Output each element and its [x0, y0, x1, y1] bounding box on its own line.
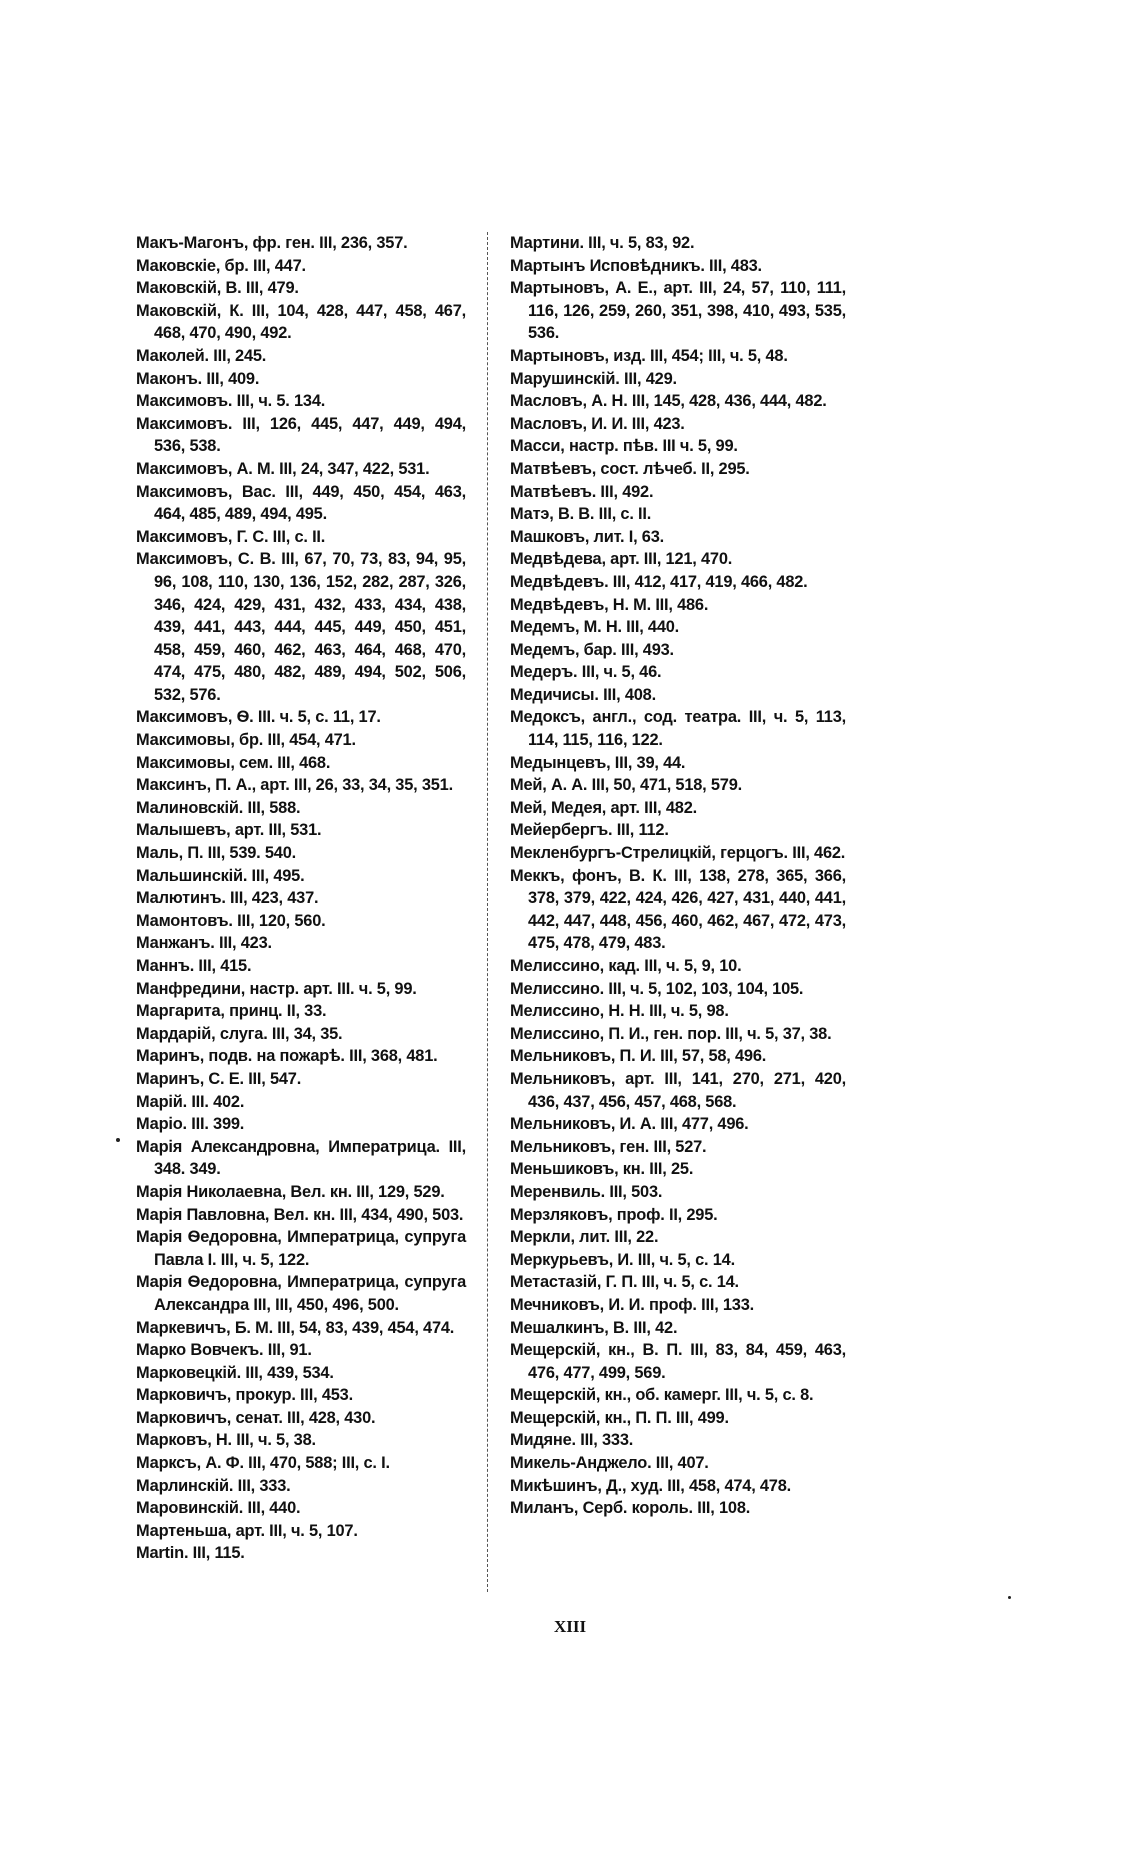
index-entry: Марко Вовчекъ. III, 91.	[136, 1341, 312, 1360]
index-entry: Марковъ, Н. III, ч. 5, 38.	[136, 1431, 316, 1450]
print-speck	[116, 1138, 120, 1142]
index-entry: Масловъ, И. И. III, 423.	[510, 414, 685, 433]
index-entry: Максимовы, бр. III, 454, 471.	[136, 731, 356, 750]
index-entry: Мидяне. III, 333.	[510, 1431, 634, 1450]
index-entry: Мельниковъ, арт. III, 141, 270, 271, 420, 436, 437, 456, 457, 468, 568.	[510, 1069, 846, 1111]
index-entry: Миланъ, Серб. король. III, 108.	[510, 1499, 751, 1518]
index-entry: Маринъ, С. Е. III, 547.	[136, 1069, 302, 1088]
index-entry: Маріо. III. 399.	[136, 1115, 245, 1134]
index-entry: Мей, Медея, арт. III, 482.	[510, 798, 697, 817]
index-entry: Машковъ, лит. I, 63.	[510, 527, 664, 546]
index-entry: Максимовъ, Г. С. III, с. II.	[136, 527, 326, 546]
index-entry: Максимовъ. III, 126, 445, 447, 449, 494, 536, 538.	[136, 414, 466, 456]
index-entry: Мартыновъ, изд. III, 454; III, ч. 5, 48.	[510, 346, 788, 365]
index-entry: Мещерскій, кн., П. П. III, 499.	[510, 1408, 729, 1427]
index-entry: Маль, П. III, 539. 540.	[136, 844, 296, 863]
index-entry: Мелиссино, Н. Н. III, ч. 5, 98.	[510, 1002, 729, 1021]
index-entry: Мартыновъ, А. Е., арт. III, 24, 57, 110, 111, 116, 126, 259, 260, 351, 398, 410, 493, 535, 536.	[510, 279, 846, 343]
index-entry: Маконъ. III, 409.	[136, 369, 260, 388]
index-entry: Марушинскій. III, 429.	[510, 369, 677, 388]
index-entry: Марксъ, А. Ф. III, 470, 588; III, с. I.	[136, 1454, 390, 1473]
index-entry: Марлинскій. III, 333.	[136, 1476, 291, 1495]
index-entry: Маколей. III, 245.	[136, 346, 267, 365]
index-entry: Марія Александровна, Императрица. III, 348. 349.	[136, 1137, 466, 1179]
right-column	[510, 232, 846, 1520]
index-entry: Martin. III, 115.	[136, 1544, 245, 1563]
index-entry: Макъ-Магонъ, фр. ген. III, 236, 357.	[136, 234, 408, 252]
index-entry: Марковичъ, сенат. III, 428, 430.	[136, 1408, 376, 1427]
index-entry: Мамонтовъ. III, 120, 560.	[136, 911, 326, 930]
index-entry: Масси, настр. пѣв. III ч. 5, 99.	[510, 437, 738, 456]
index-entry: Малютинъ. III, 423, 437.	[136, 889, 319, 908]
index-entry: Марія Ѳедоровна, Императрица, супруга Александра III, III, 450, 496, 500.	[136, 1273, 466, 1314]
index-entry: Меркурьевъ, И. III, ч. 5, с. 14.	[510, 1250, 735, 1269]
index-entry: Максимовъ, С. В. III, 67, 70, 73, 83, 94, 95, 96, 108, 110, 130, 136, 152, 282, 287, 326, 346, 424, 429, 431, 432, 433, 434, 438, 439, 441, 443, 444, 445, 449, 450, 451, 458, 459, 460, 462, 463, 464, 468, 470, 474, 475, 480, 482, 489, 494, 502, 506, 532, 576.	[136, 550, 466, 704]
index-entry: Максимовъ. III, ч. 5. 134.	[136, 392, 326, 411]
index-entry: Матэ, В. В. III, с. II.	[510, 505, 652, 524]
index-entry: Маргарита, принц. II, 33.	[136, 1002, 327, 1021]
index-entry: Маковскіе, бр. III, 447.	[136, 256, 306, 275]
index-entry: Мешалкинъ, В. III, 42.	[510, 1318, 678, 1337]
index-entry: Медичисы. III, 408.	[510, 685, 656, 704]
index-entry: Мещерскій, кн., об. камерг. III, ч. 5, с. 8.	[510, 1386, 814, 1405]
left-column	[136, 232, 466, 1565]
print-speck	[1008, 1596, 1011, 1599]
index-entry: Манфредини, настр. арт. III. ч. 5, 99.	[136, 979, 417, 998]
index-entry: Медынцевъ, III, 39, 44.	[510, 753, 686, 772]
index-entry: Маннъ. III, 415.	[136, 957, 252, 975]
index-entry: Марковичъ, прокур. III, 453.	[136, 1386, 353, 1405]
index-entry: Медемъ, М. Н. III, 440.	[510, 618, 680, 637]
index-entry: Меренвиль. III, 503.	[510, 1182, 663, 1201]
index-entry: Матвѣевъ, сост. лѣчеб. II, 295.	[510, 459, 750, 478]
index-entry: Малиновскій. III, 588.	[136, 798, 301, 817]
index-entry: Метастазій, Г. П. III, ч. 5, с. 14.	[510, 1273, 739, 1292]
index-entry: Меркли, лит. III, 22.	[510, 1228, 659, 1247]
index-entry: Медвѣдевъ, Н. М. III, 486.	[510, 595, 709, 614]
index-entry: Масловъ, А. Н. III, 145, 428, 436, 444, 482.	[510, 392, 827, 411]
column-divider	[487, 232, 488, 1592]
index-entry: Максимовъ, А. М. III, 24, 347, 422, 531.	[136, 459, 430, 478]
index-entry: Мальшинскій. III, 495.	[136, 866, 305, 885]
index-entry: Марій. III. 402.	[136, 1092, 245, 1111]
index-entry: Мещерскій, кн., В. П. III, 83, 84, 459, 463, 476, 477, 499, 569.	[510, 1341, 846, 1382]
index-entry: Медоксъ, англ., сод. театра. III, ч. 5, 113, 114, 115, 116, 122.	[510, 708, 846, 750]
index-entry: Микѣшинъ, Д., худ. III, 458, 474, 478.	[510, 1476, 791, 1495]
index-entry: Маркевичъ, Б. М. III, 54, 83, 439, 454, 474.	[136, 1318, 455, 1337]
index-entry: Мечниковъ, И. И. проф. III, 133.	[510, 1295, 754, 1314]
index-entry: Медеръ. III, ч. 5, 46.	[510, 663, 662, 682]
index-entry: Медвѣдевъ. III, 412, 417, 419, 466, 482.	[510, 572, 808, 591]
page-number: XIII	[553, 1617, 587, 1636]
index-entry: Манжанъ. III, 423.	[136, 934, 272, 953]
index-entry: Маковскій, В. III, 479.	[136, 279, 299, 298]
index-entry: Марія Павловна, Вел. кн. III, 434, 490, 503.	[136, 1205, 464, 1224]
index-entry: Мельниковъ, ген. III, 527.	[510, 1137, 707, 1156]
index-entry: Мардарій, слуга. III, 34, 35.	[136, 1024, 343, 1043]
index-entry: Марія Николаевна, Вел. кн. III, 129, 529.	[136, 1182, 445, 1201]
index-entry: Мартынъ Исповѣдникъ. III, 483.	[510, 256, 762, 275]
index-entry: Мелиссино, П. И., ген. пор. III, ч. 5, 37, 38.	[510, 1024, 832, 1043]
index-entry: Мелиссино, кад. III, ч. 5, 9, 10.	[510, 957, 742, 975]
index-entry: Мартини. III, ч. 5, 83, 92.	[510, 234, 695, 252]
index-entry: Медвѣдева, арт. III, 121, 470.	[510, 550, 733, 569]
index-entry: Максимовъ, Ѳ. III. ч. 5, с. 11, 17.	[136, 708, 381, 727]
index-entry: Медемъ, бар. III, 493.	[510, 640, 674, 659]
index-entry: Меккъ, фонъ, В. К. III, 138, 278, 365, 366, 378, 379, 422, 424, 426, 427, 431, 440, 441, 442, 447, 448, 456, 460, 462, 467, 472, 473, 475, 478, 479, 483.	[510, 866, 846, 953]
index-entry: Мельниковъ, И. А. III, 477, 496.	[510, 1115, 749, 1134]
index-entry: Мартеньша, арт. III, ч. 5, 107.	[136, 1521, 358, 1540]
index-entry: Маринъ, подв. на пожарѣ. III, 368, 481.	[136, 1047, 438, 1066]
index-entry: Мелиссино. III, ч. 5, 102, 103, 104, 105.	[510, 979, 804, 998]
index-entry: Малышевъ, арт. III, 531.	[136, 821, 322, 840]
index-entry: Мейербергъ. III, 112.	[510, 821, 669, 840]
index-entry: Микель-Анджело. III, 407.	[510, 1454, 709, 1473]
index-entry: Меньшиковъ, кн. III, 25.	[510, 1160, 694, 1179]
index-entry: Мельниковъ, П. И. III, 57, 58, 496.	[510, 1047, 767, 1066]
index-entry: Максинъ, П. А., арт. III, 26, 33, 34, 35, 351.	[136, 776, 453, 795]
index-entry: Максимовъ, Вас. III, 449, 450, 454, 463, 464, 485, 489, 494, 495.	[136, 482, 466, 524]
index-entry: Маровинскій. III, 440.	[136, 1499, 301, 1518]
index-entry: Максимовы, сем. III, 468.	[136, 753, 331, 772]
index-entry: Маковскій, К. III, 104, 428, 447, 458, 467, 468, 470, 490, 492.	[136, 301, 466, 343]
index-entry: Матвѣевъ. III, 492.	[510, 482, 654, 501]
index-entry: Мерзляковъ, проф. II, 295.	[510, 1205, 718, 1224]
index-entry: Мекленбургъ-Стрелицкій, герцогъ. III, 462.	[510, 844, 846, 863]
index-entry: Марковецкій. III, 439, 534.	[136, 1363, 334, 1382]
index-entry: Мей, А. А. III, 50, 471, 518, 579.	[510, 776, 742, 795]
index-entry: Марія Ѳедоровна, Императрица, супруга Павла I. III, ч. 5, 122.	[136, 1228, 466, 1269]
